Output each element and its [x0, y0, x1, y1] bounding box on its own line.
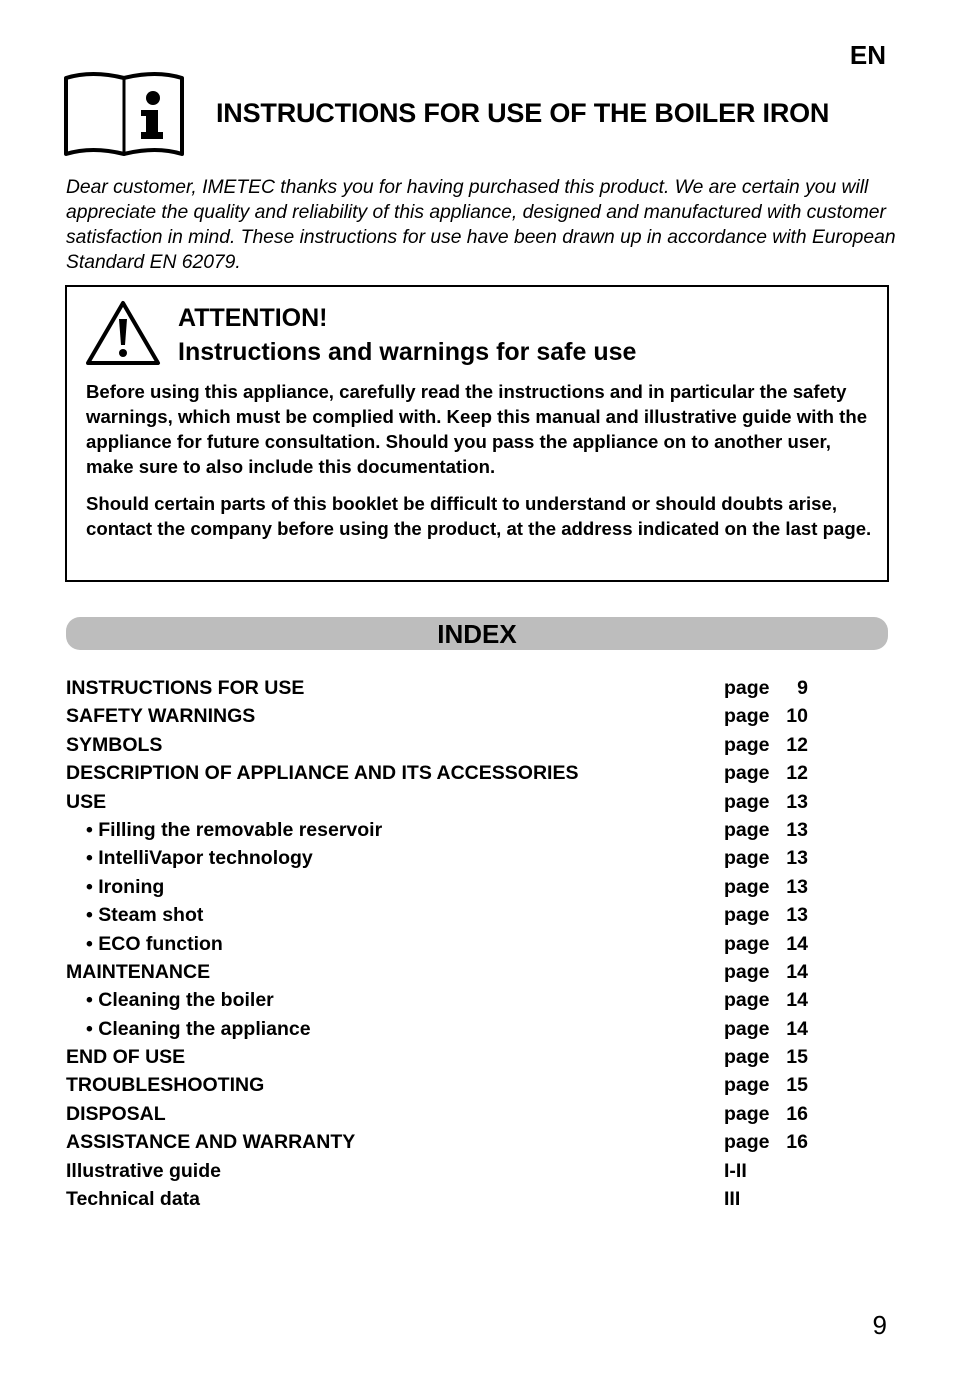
toc-page-prefix: page — [724, 960, 770, 983]
toc-label: DISPOSAL — [66, 1102, 166, 1125]
toc-page-number: 13 — [786, 790, 808, 813]
toc-label: USE — [66, 790, 107, 813]
toc-label: Illustrative guide — [66, 1159, 221, 1182]
toc-page-number: 14 — [786, 960, 808, 983]
toc-entry[interactable] — [66, 1071, 826, 1099]
toc-entry[interactable] — [66, 759, 826, 787]
toc-page-prefix: page — [724, 1074, 770, 1097]
toc-label: • ECO function — [86, 932, 223, 955]
toc-label: ASSISTANCE AND WARRANTY — [66, 1131, 356, 1154]
toc-page-number: 12 — [786, 762, 808, 785]
toc-label: • Ironing — [86, 875, 165, 898]
toc-page-prefix: page — [724, 762, 770, 785]
toc-page-prefix: page — [724, 932, 770, 955]
toc-page-number: 13 — [786, 904, 808, 927]
attention-paragraph-2: Should certain parts of this booklet be difficult to understand or should doubts arise, contact the company before using the product, at the address indicated on the last page. — [86, 493, 872, 539]
toc-page-prefix: page — [724, 875, 770, 898]
toc-page-prefix: page — [724, 847, 770, 870]
toc-label: • Filling the removable reservoir — [86, 818, 383, 841]
toc-label: • Cleaning the boiler — [86, 989, 274, 1012]
toc-label: END OF USE — [66, 1046, 186, 1069]
toc-entry[interactable] — [66, 788, 826, 816]
toc-label: SAFETY WARNINGS — [66, 705, 256, 728]
toc-entry[interactable] — [66, 731, 826, 759]
table-of-contents — [66, 674, 826, 1213]
toc-page-prefix: page — [724, 790, 770, 813]
toc-entry[interactable] — [66, 1185, 826, 1213]
toc-label: • Steam shot — [86, 904, 204, 927]
toc-page-number: 13 — [786, 875, 808, 898]
toc-page-number: 9 — [797, 677, 808, 699]
toc-entry[interactable] — [66, 1157, 826, 1185]
toc-page-prefix: page — [724, 1131, 770, 1154]
page-number: 9 — [872, 1310, 887, 1340]
attention-box — [65, 285, 889, 582]
toc-subentry[interactable] — [66, 930, 826, 958]
attention-title — [178, 301, 636, 369]
toc-label: Technical data — [66, 1188, 201, 1211]
attention-body — [86, 379, 872, 553]
toc-page-number: 13 — [786, 818, 808, 841]
toc-page-number: 10 — [786, 705, 808, 728]
toc-page-number: 16 — [786, 1131, 808, 1154]
toc-subentry[interactable] — [66, 816, 826, 844]
toc-subentry[interactable] — [66, 873, 826, 901]
toc-page-number: 14 — [786, 1017, 808, 1040]
toc-label: • IntelliVapor technology — [86, 847, 313, 870]
attention-heading: ATTENTION! — [178, 304, 328, 332]
intro-paragraph: Dear customer, IMETEC thanks you for having purchased this product. We are certain you will appreciate the quality and reliability of this appliance, designed and manufactured with customer satisfaction in mind. These instructions for use have been drawn up in accordance with European Standard EN 62079. — [66, 177, 896, 273]
toc-label: DESCRIPTION OF APPLIANCE AND ITS ACCESSORIES — [66, 762, 579, 785]
toc-page-prefix: I-II — [724, 1159, 747, 1182]
toc-page-number: 12 — [786, 733, 808, 756]
toc-page-prefix: page — [724, 1102, 770, 1125]
index-header-bar — [66, 617, 888, 650]
toc-label: SYMBOLS — [66, 733, 163, 756]
toc-page-number: 14 — [786, 989, 808, 1012]
toc-page-number: 13 — [786, 847, 808, 870]
toc-entry[interactable] — [66, 1128, 826, 1156]
attention-paragraph-1: Before using this appliance, carefully read the instructions and in particular the safety warnings, which must be complied with. Keep this manual and illustrative guide with the appliance for future consultation. Should you pass the appliance on to another user, make sure to also include this documentation. — [86, 381, 868, 477]
toc-label: • Cleaning the appliance — [86, 1017, 311, 1040]
document-title: INSTRUCTIONS FOR USE OF THE BOILER IRON — [216, 98, 830, 128]
toc-label: TROUBLESHOOTING — [66, 1074, 265, 1097]
toc-entry[interactable] — [66, 702, 826, 730]
toc-subentry[interactable] — [66, 986, 826, 1014]
toc-page-prefix: page — [724, 989, 770, 1012]
toc-subentry[interactable] — [66, 1015, 826, 1043]
index-title: INDEX — [437, 619, 517, 649]
toc-page-prefix: page — [724, 705, 770, 728]
toc-page-prefix: page — [724, 904, 770, 927]
toc-entry[interactable] — [66, 958, 826, 986]
toc-page-prefix: III — [724, 1188, 741, 1211]
info-book-icon — [62, 68, 186, 160]
warning-triangle-icon — [85, 299, 161, 367]
attention-subheading: Instructions and warnings for safe use — [178, 338, 637, 366]
toc-page-prefix: page — [724, 1046, 770, 1069]
toc-label: MAINTENANCE — [66, 960, 211, 983]
toc-entry[interactable] — [66, 1100, 826, 1128]
toc-entry[interactable] — [66, 674, 826, 702]
toc-page-prefix: page — [724, 733, 770, 756]
toc-entry[interactable] — [66, 1043, 826, 1071]
toc-page-number: 14 — [786, 932, 808, 955]
toc-page-prefix: page — [724, 677, 770, 699]
toc-page-number: 16 — [786, 1102, 808, 1125]
toc-page-number: 15 — [786, 1074, 808, 1097]
toc-page-prefix: page — [724, 1017, 770, 1040]
toc-subentry[interactable] — [66, 844, 826, 872]
language-code: EN — [849, 40, 886, 70]
toc-page-prefix: page — [724, 818, 770, 841]
toc-label: INSTRUCTIONS FOR USE — [66, 677, 305, 699]
toc-page-number: 15 — [786, 1046, 808, 1069]
toc-subentry[interactable] — [66, 901, 826, 929]
